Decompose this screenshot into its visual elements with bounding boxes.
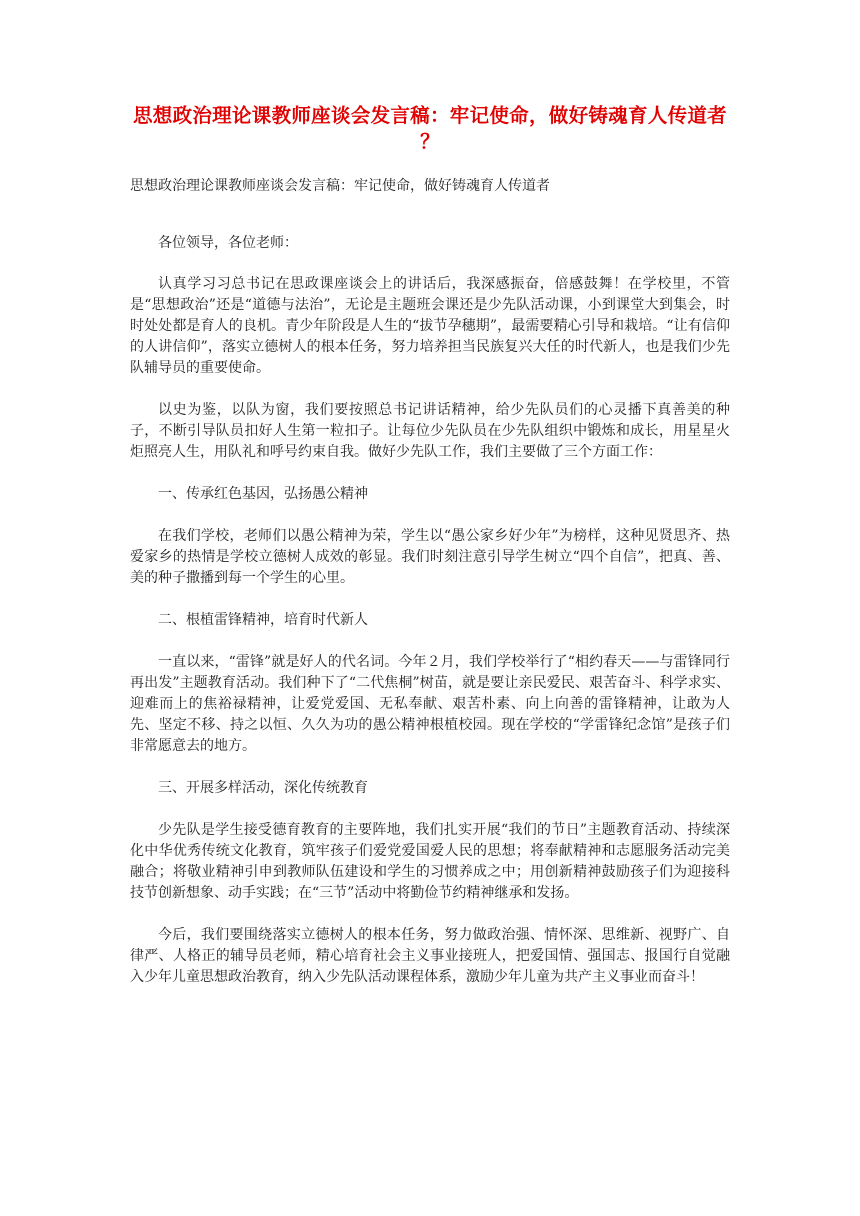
body-paragraph: 一直以来，“雷锋”就是好人的代名词。今年２月，我们学校举行了“相约春天——与雷锋同行 再出发”主题教育活动。我们种下了“二代焦桐”树苗，就是要让亲民爱民、艰苦奋斗、科学求实、迎难而上的焦裕禄精神，让爱党爱国、无私奉献、艰苦朴素、向上向善的雷锋精神，让敢为人先、坚定不移、持之以恒、久久为功的愚公精神根植校园。现在学校的“学雷锋纪念馆”是孩子们非常愿意去的地方。	[130, 654, 744, 754]
greeting-paragraph: 各位领导，各位老师：	[158, 235, 298, 251]
document-body	[130, 176, 744, 1009]
closing-paragraph: 今后，我们要围绕落实立德树人的根本任务，努力做政治强、情怀深、思维新、视野广、自律严、人格正的辅导员老师，精心培育社会主义事业接班人，把爱国情、强国志、报国行自觉融入少年儿童思想政治教育，纳入少先队活动课程体系，激励少年儿童为共产主义事业而奋斗！	[130, 927, 730, 985]
section-heading: 三、开展多样活动，深化传统教育	[158, 780, 368, 796]
document-subtitle: 思想政治理论课教师座谈会发言稿：牢记使命，做好铸魂育人传道者	[130, 178, 550, 194]
body-paragraph: 认真学习习总书记在思政课座谈会上的讲话后，我深感振奋，倍感鼓舞！在学校里，不管是“思想政治”还是“道德与法治”，无论是主题班会课还是少先队活动课，小到课堂大到集会，时时处处都是育人的良机。青少年阶段是人生的“拔节孕穗期”，最需要精心引导和栽培。“让有信仰的人讲信仰”，落实立德树人的根本任务，努力培养担当民族复兴大任的时代新人，也是我们少先队辅导员的重要使命。	[130, 276, 730, 376]
body-paragraph: 在我们学校，老师们以愚公精神为荣，学生以“愚公家乡好少年”为榜样，这种见贤思齐、热爱家乡的热情是学校立德树人成效的彰显。我们时刻注意引导学生树立“四个自信”，把真、善、美的种子撒播到每一个学生的心里。	[130, 528, 730, 586]
body-paragraph: 少先队是学生接受德育教育的主要阵地，我们扎实开展“我们的节日”主题教育活动、持续深化中华优秀传统文化教育，筑牢孩子们爱党爱国爱人民的思想；将奉献精神和志愿服务活动完美融合；将敬业精神引申到教师队伍建设和学生的习惯养成之中；用创新精神鼓励孩子们为迎接科技节创新想象、动手实践；在“三节”活动中将勤俭节约精神继承和发扬。	[130, 822, 730, 901]
body-paragraph: 以史为鉴，以队为窗，我们要按照总书记讲话精神，给少先队员们的心灵播下真善美的种子，不断引导队员扣好人生第一粒扣子。让每位少先队员在少先队组织中锻炼和成长，用星星火炬照亮人生，用队礼和呼号约束自我。做好少先队工作，我们主要做了三个方面工作：	[130, 402, 730, 460]
section-heading: 二、根植雷锋精神，培育时代新人	[158, 612, 368, 628]
document-title: 思想政治理论课教师座谈会发言稿：牢记使命，做好铸魂育人传道者 ？	[132, 104, 727, 153]
section-heading: 一、传承红色基因，弘扬愚公精神	[158, 486, 368, 502]
